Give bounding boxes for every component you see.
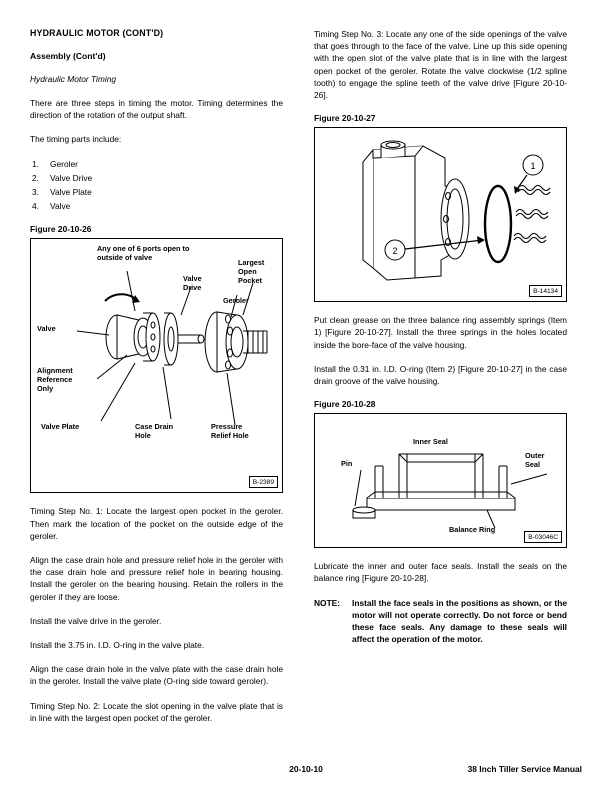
paragraph-install-valve-drive: Install the valve drive in the geroler. <box>30 615 162 626</box>
left-column <box>30 28 283 724</box>
figure-id-b-03046c: B-03046C <box>524 531 562 543</box>
list-item-number: 2. <box>32 172 39 183</box>
note-label: NOTE: <box>314 597 341 608</box>
list-item-label: Geroler <box>50 158 78 169</box>
right-column <box>314 28 567 645</box>
list-item-number: 3. <box>32 187 39 198</box>
callout-inner-seal: Inner Seal <box>413 437 448 447</box>
list-item <box>30 158 283 170</box>
figure-20-10-27 <box>314 127 567 302</box>
list-item-number: 4. <box>32 201 39 212</box>
callout-case-drain-hole: Case Drain Hole <box>135 422 174 441</box>
footer-manual-title: 38 Inch Tiller Service Manual <box>467 764 582 774</box>
callout-outer-seal: Outer Seal <box>525 451 545 469</box>
figure-20-10-26 <box>30 238 283 493</box>
figure-label-20-10-26: Figure 20-10-26 <box>30 224 92 235</box>
list-item <box>30 186 283 198</box>
footer-page-number: 20-10-10 <box>289 764 323 774</box>
paragraph-step-1: Timing Step No. 1: Locate the largest open pocket in the geroler. Then mark the location of the pocket on the outside edge of the geroler. <box>30 506 283 541</box>
paragraph-step-3: Timing Step No. 3: Locate any one of the side openings of the valve that goes through to the face of the valve. Line up this side opening with the open slot of the valve plate that is in line with the largest open pocket of the geroler. Rotate the valve clockwise (1/2 spline tooth) to engage the spline teeth of the valve drive [Figure 20-10-26]. <box>314 29 567 101</box>
paragraph-install-oring: Install the 3.75 in. I.D. O-ring in the valve plate. <box>30 640 205 651</box>
list-item <box>30 172 283 184</box>
section-title: Assembly (Cont'd) <box>30 51 106 61</box>
figure-label-20-10-28: Figure 20-10-28 <box>314 399 376 410</box>
figure-label-20-10-27: Figure 20-10-27 <box>314 113 376 124</box>
balance-ring-seals-drawing <box>315 414 566 547</box>
paragraph-grease-springs: Put clean grease on the three balance ring assembly springs (Item 1) [Figure 20-10-27]. Install the three springs in the holes located inside the bore-face of the valve housing. <box>314 315 567 350</box>
callout-pressure-relief-hole: Pressure Relief Hole <box>211 422 249 441</box>
note-block <box>314 597 567 646</box>
list-item-number: 1. <box>32 158 39 169</box>
note-text: Install the face seals in the positions as shown, or the motor will not operate correctly. Do not force or bend these face seals. Any damage to these seals will affect the operation of the motor. <box>352 597 567 645</box>
figure-20-10-28 <box>314 413 567 548</box>
parts-lead: The timing parts include: <box>30 134 122 145</box>
subsection-title: Hydraulic Motor Timing <box>30 74 117 84</box>
figure-id-b-14134: B-14134 <box>529 285 562 297</box>
list-item-label: Valve <box>50 201 71 212</box>
paragraph-lubricate-seals: Lubricate the inner and outer face seals. Install the seals on the balance ring [Figure 20-10-28]. <box>314 561 567 584</box>
callout-geroler: Geroler <box>223 296 249 306</box>
callout-balance-ring: Balance Ring <box>449 525 496 535</box>
paragraph-install-small-oring: Install the 0.31 in. I.D. O-ring (Item 2) [Figure 20-10-27] in the case drain groove of the valve housing. <box>314 363 567 387</box>
paragraph-align-geroler: Align the case drain hole and pressure relief hole in the geroler with the case drain hole and pressure relief hole in bearing housing. Install the geroler on the bearing housing. Retain the rollers in the geroler if they are loose. <box>30 555 283 602</box>
callout-valve: Valve <box>37 324 56 334</box>
intro-paragraph: There are three steps in timing the motor. Timing determines the direction of the rotation of the output shaft. <box>30 98 283 121</box>
callout-valve-plate: Valve Plate <box>41 422 80 432</box>
parts-list <box>30 158 283 213</box>
callout-valve-drive: Valve Drive <box>183 274 202 293</box>
figure-id-b-2389: B-2389 <box>249 476 278 488</box>
balloon-1-text: 1 <box>530 161 536 172</box>
paragraph-align-valve-plate: Align the case drain hole in the valve plate with the case drain hole in the geroler. Install the valve plate (O-ring side toward geroler). <box>30 664 283 687</box>
paragraph-step-2: Timing Step No. 2: Locate the slot opening in the valve plate that is in line with the largest open pocket of the geroler. <box>30 700 283 723</box>
callout-ports: Any one of 6 ports open to outside of valve <box>97 244 190 263</box>
list-item-label: Valve Plate <box>50 187 92 198</box>
balloon-2-text: 2 <box>392 246 398 257</box>
valve-housing-drawing <box>315 128 566 301</box>
callout-largest-open-pocket: Largest Open Pocket <box>238 258 265 285</box>
list-item <box>30 200 283 212</box>
page-title: HYDRAULIC MOTOR (CONT'D) <box>30 28 164 38</box>
callout-pin: Pin <box>341 459 353 469</box>
callout-alignment-reference: Alignment Reference Only <box>37 366 73 393</box>
list-item-label: Valve Drive <box>50 172 93 183</box>
